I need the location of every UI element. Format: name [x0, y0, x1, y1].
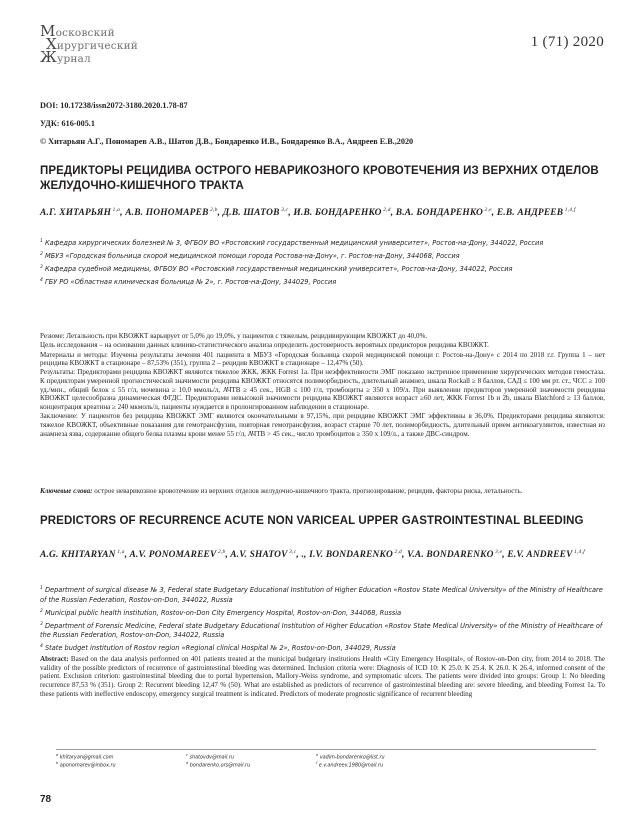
- author-affiliation-marker: 1,a: [111, 207, 121, 213]
- keywords-label: Ключевые слова:: [40, 487, 93, 495]
- affiliation-item: [40, 607, 605, 619]
- footnote-email[interactable]: $^f$ e.v.andreev.1980@mail.ru: [316, 761, 384, 770]
- abstract-ru: [40, 332, 605, 439]
- author-name: Е.В. АНДРЕЕВ: [496, 208, 564, 219]
- affiliation-item: [40, 250, 605, 262]
- author-affiliation-marker: 3,c: [279, 207, 289, 213]
- journal-logo: [40, 22, 170, 72]
- author-affiliation-marker: 2,b: [208, 207, 218, 213]
- keywords-ru: [40, 487, 605, 496]
- doi: DOI: 10.17238/issn2072-3180.2020.1.78-87: [40, 101, 188, 110]
- abstract-en-text: Based on the data analysis performed on 401 patients treated at the municipal budgetary institutions Health «City Emergency Hospital», of Rostov-on-Don city, from 2014 to 2018. The validity of the possible predictors of recurrence of gastrointestinal bleeding was determined. Inclusion criteria were: Diagnosis of ICD 10: K 25.0. K 25.4. K 26.0. K 26.4, informed consent of the patient. Exclusion criterion: gastrointestinal bleeding due to portal hypertension, Mallory-Weiss syndrome, and symptomatic ulcers. The patients were divided into groups: Group 1: No bleeding recurrence 87,53 % (351). Group 2: Recurrent bleeding 12,47 % (50). What are established as predictors of recurrence of gastrointestinal bleeding are: severe bleeding, and bleeding Forrest 1a. To these patients with ineffective endoscopy, emergency surgical treatment is indicated. Predictors of moderate prognostic significance of recurrent bleeding: [40, 655, 605, 698]
- affiliation-text: Department of surgical disease № 3, Federal state Budgetary Educational Institution of Higher Education «Rostov State Medical University» of the Ministry of Healthcare of the Russian Federation, Rostov-on-Don, 344022, Russia: [40, 586, 603, 604]
- journal-name-line-1: Московский: [40, 22, 115, 40]
- author-email-footnotes: [56, 749, 596, 770]
- affiliation-text: МБУЗ «Городская больница скорой медицинской помощи города Ростова-на-Дону», г. Ростов-на-Дону, 344068, Россия: [42, 252, 460, 261]
- abstract-ru-summary: Резюме: Летальность при КВОЖКТ варьирует от 5,0% до 19,0%, у пациентов с тяжелым, рецидивирующим КВОЖКТ до 40,0%.: [40, 332, 428, 340]
- author-name: В.А. БОНДАРЕНКО: [395, 208, 483, 219]
- author-name: A.G. KHITARYAN: [40, 550, 116, 561]
- authors-en: A.G. KHITARYAN $^{1,a}$, A.V. PONOMAREEV $^{2,b}$, A.V. SHATOV $^{3,c}$, ., I.V. BONDARENKO $^{2,d}$, V.A. BONDARENKO $^{3,e}$, E.V. ANDREEV $^{1,4,f}$: [40, 549, 585, 561]
- author-affiliation-marker: 1,4,f: [572, 549, 585, 555]
- footnote-email[interactable]: $^b$ aponomarev@inbox.ru: [56, 761, 116, 770]
- author-affiliation-marker: 2,e: [482, 207, 492, 213]
- author-affiliation-marker: 3,c: [287, 549, 297, 555]
- affiliations-ru: [40, 237, 605, 289]
- footnote-column-2: [186, 753, 250, 770]
- abstract-en-label: Abstract:: [40, 655, 69, 663]
- author-affiliation-marker: 2,b: [216, 549, 226, 555]
- abstract-ru-results: Результаты: Предикторами рецидива КВОЖКТ являются тяжелое ЖКК, ЖКК Forrest 1а. При неэффективности ЭМГ показано экстренное применение хирургических методов гемостаза. К предикторам умеренной прогностической значимости рецидива КВОЖКТ относятся полиморбидность, длительный анамнез, шкала Rockall ≥ 8 баллов, САД ≤ 100 мм рт. ст., ЧСС ≥ 100 уд./мин., общий белок ≤ 55 г/л, мочевина ≥ 10,0 ммоль/л, АЧТВ ≥ 45 сек., HGB ≤ 100 г/л, тромбоциты ≥ 350 x 109/л. При выявлении предикторов умеренной значимости рецидива КВОЖКТ целесообразна динамическая ФГДС. Предикторами невысокой значимости рецидива КВОЖКТ являются возраст ≥60 лет, ЖКК Forrest 1b и 2b, шкала Blatchford ≥ 13 баллов, концентрация креатина ≥ 240 мкмоль/л, пациенты нуждается в пролонгированном наблюдении в стационаре.: [40, 368, 605, 412]
- copyright: © Хитарьян А.Г., Пономарев А.В., Шатов Д.В., Бондаренко И.В., Бондаренко В.А., Андреев Е.В.,2020: [40, 137, 414, 146]
- affiliation-text: ГБУ РО «Областная клиническая больница № 2», г. Ростов-на-Дону, 344029, Россия: [42, 278, 337, 287]
- affiliation-text: State budget institution of Rostov region «Regional clinical Hospital № 2», Rostov-on-Don, 344029, Russia: [42, 644, 396, 653]
- affiliation-item: [40, 237, 605, 249]
- author-name: А.Г. ХИТАРЬЯН: [40, 208, 112, 219]
- author-affiliation-marker: 3,e: [493, 549, 503, 555]
- authors-ru: А.Г. ХИТАРЬЯН $^{1,a}$, А.В. ПОНОМАРЕВ $^{2,b}$, Д.В. ШАТОВ $^{3,c}$, И.В. БОНДАРЕНКО $^{2,d}$, В.А. БОНДАРЕНКО $^{2,e}$, Е.В. АНДРЕЕВ $^{1,4,f}$: [40, 207, 576, 219]
- keywords-text: острое неварикозное кровотечение из верхних отделов желудочно-кишечного тракта, прогнозирование, рецидив, факторы риска, летальность.: [92, 487, 523, 495]
- affiliation-item: [40, 584, 605, 605]
- author-name: И.В. БОНДАРЕНКО: [293, 208, 382, 219]
- article-title-ru: ПРЕДИКТОРЫ РЕЦИДИВА ОСТРОГО НЕВАРИКОЗНОГО КРОВОТЕЧЕНИЯ ИЗ ВЕРХНИХ ОТДЕЛОВ ЖЕЛУДОЧНО-КИШЕЧНОГО ТРАКТА: [40, 165, 599, 192]
- author-name: E.V. ANDREEV: [507, 550, 573, 561]
- author-name: .: [301, 550, 304, 561]
- author-affiliation-marker: 2,d: [392, 549, 402, 555]
- affiliation-number: 4: [40, 278, 43, 284]
- affiliation-item: [40, 620, 605, 641]
- affiliation-item: [40, 276, 605, 288]
- article-title-en: PREDICTORS OF RECURRENCE ACUTE NON VARICEAL UPPER GASTROINTESTINAL BLEEDING: [40, 515, 584, 527]
- affiliation-item: [40, 642, 605, 654]
- affiliation-text: Municipal public health institution, Rostov-on-Don City Emergency Hospital, Rostov-on-Don, 344068, Russia: [42, 608, 402, 617]
- affiliation-number: 3: [40, 265, 43, 271]
- affiliation-number: 1: [40, 586, 43, 591]
- footnote-email[interactable]: $^e$ vadim-bondarenko@list.ru: [316, 753, 385, 761]
- udk: УДК: 616-005.1: [40, 119, 95, 128]
- footnote-email[interactable]: $^d$ bondarenko.ors@mail.ru: [186, 761, 251, 770]
- affiliation-number: 1: [40, 239, 43, 244]
- author-affiliation-marker: 2,d: [381, 207, 391, 213]
- abstract-ru-methods: Материалы и методы: Изучены результаты лечения 401 пациента в МБУЗ «Городская больница скорой медицинской помощи г. Ростов-на-Дону» с 2014 по 2018 г.г. Группа 1 – нет рецидива КВОЖКТ в стационаре – 87,53% (351), группа 2 – рецидив КВОЖКТ в стационаре – 12,47% (50).: [40, 350, 605, 368]
- affiliation-number: 4: [40, 644, 43, 650]
- abstract-ru-aim: Цель исследования – на основании данных клинико-статистического анализа определить достоверность вероятных предикторов рецидива КВОЖКТ.: [40, 341, 489, 350]
- affiliation-number: 2: [40, 608, 43, 614]
- author-name: А.В. ПОНОМАРЕВ: [125, 208, 209, 219]
- author-name: Д.В. ШАТОВ: [222, 208, 280, 219]
- footnote-email[interactable]: $^a$ khitaryan@gmail.com: [56, 753, 114, 761]
- affiliations-en: [40, 584, 605, 655]
- author-name: I.V. BONDARENKO: [309, 550, 393, 561]
- author-name: V.A. BONDARENKO: [407, 550, 494, 561]
- author-affiliation-marker: 1,a: [115, 549, 125, 555]
- abstract-en: [40, 655, 605, 698]
- affiliation-number: 3: [40, 621, 43, 627]
- issue-number: 1 (71) 2020: [530, 34, 604, 50]
- author-name: A.V. PONOMAREEV: [129, 550, 217, 561]
- affiliation-text: Department of Forensic Medicine, Federal state Budgetary Educational Institution of Higher Education «Rostov State Medical University» of the Ministry of Healthcare of the Russian Federation, Rostov-on-Don, 344022, Russia: [40, 621, 603, 640]
- footnote-column-1: [56, 753, 116, 770]
- journal-name-line-2: Хирургический: [46, 35, 139, 53]
- affiliation-number: 2: [40, 252, 43, 258]
- affiliation-text: Кафедра хирургических болезней № 3, ФГБОУ ВО «Ростовский государственный медицинский университет», Ростов-на-Дону, 344022, Россия: [42, 239, 544, 248]
- affiliation-text: Кафедра судебной медицины, ФГБОУ ВО «Ростовский государственный медицинский университет», Ростов-на-Дону, 344022, Россия: [42, 265, 513, 274]
- journal-name-line-3: Журнал: [40, 48, 91, 66]
- page-number: 78: [40, 794, 52, 805]
- footnote-column-3: [316, 753, 385, 770]
- abstract-ru-conclusion: Заключение: У пациентов без рецидива КВОЖКТ ЭМГ являются окончательными в 97,15%, при рецидиве КВОЖКТ ЭМГ эффективны в 36,0%. Предикторами рецидива являются: тяжелое КВОЖКТ, объективные показания для гемотрансфузии, повторная гемотрансфузия, возраст старше 70 лет, полиморбидность, длительный прием антикоагулянтов, известная из анамнеза язва, содержание общего белка плазмы крови менее 55 г/л, АЧТВ > 45 сек., число тромбоцитов ≥ 350 x 109/л., а также ДВС-синдром.: [40, 412, 605, 438]
- affiliation-item: [40, 263, 605, 275]
- author-name: A.V. SHATOV: [230, 550, 288, 561]
- footnote-email[interactable]: $^c$ shatovdv@mail.ru: [186, 753, 234, 761]
- author-affiliation-marker: 1,4,f: [563, 207, 576, 213]
